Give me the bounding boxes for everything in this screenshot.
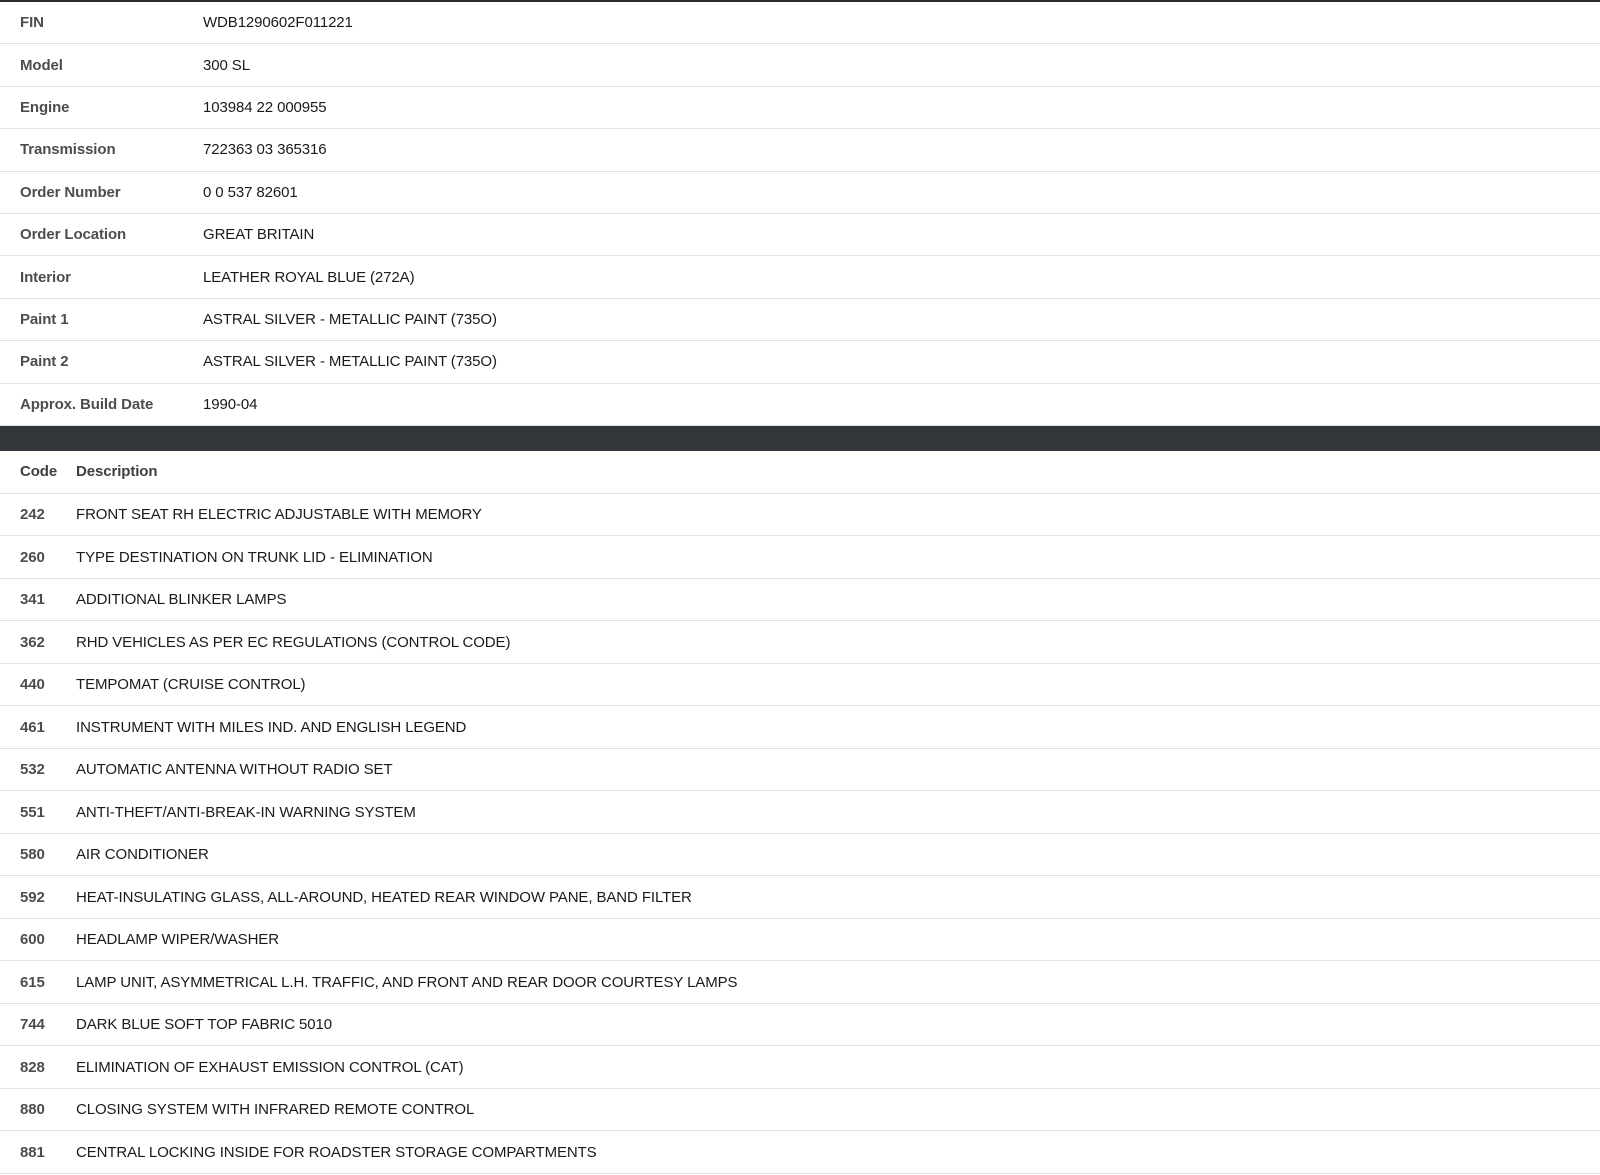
- option-description: CLOSING SYSTEM WITH INFRARED REMOTE CONTROL: [76, 1101, 475, 1119]
- info-value: WDB1290602F011221: [203, 14, 353, 32]
- option-code: 242: [20, 506, 45, 524]
- option-description: HEADLAMP WIPER/WASHER: [76, 931, 279, 949]
- section-divider-bar: [0, 426, 1600, 451]
- option-description: ANTI-THEFT/ANTI-BREAK-IN WARNING SYSTEM: [76, 803, 416, 821]
- option-description: CENTRAL LOCKING INSIDE FOR ROADSTER STORAGE COMPARTMENTS: [76, 1143, 597, 1161]
- info-row-transmission: [0, 129, 1600, 171]
- option-row: [0, 1004, 1600, 1047]
- info-label: Order Location: [20, 226, 127, 244]
- option-description: RHD VEHICLES AS PER EC REGULATIONS (CONTROL CODE): [76, 633, 511, 651]
- option-code: 440: [20, 676, 45, 694]
- option-description: HEAT-INSULATING GLASS, ALL-AROUND, HEATED REAR WINDOW PANE, BAND FILTER: [76, 888, 692, 906]
- option-codes-table: [0, 451, 1600, 1174]
- option-code: 532: [20, 761, 45, 779]
- option-description: ADDITIONAL BLINKER LAMPS: [76, 591, 287, 609]
- option-code: 580: [20, 846, 45, 864]
- option-row: [0, 536, 1600, 579]
- option-code: 881: [20, 1143, 45, 1161]
- info-value: 1990-04: [203, 395, 258, 413]
- option-description: FRONT SEAT RH ELECTRIC ADJUSTABLE WITH MEMORY: [76, 506, 482, 524]
- info-row-paint-2: [0, 341, 1600, 383]
- option-code: 828: [20, 1058, 45, 1076]
- option-row: [0, 961, 1600, 1004]
- option-code: 880: [20, 1101, 45, 1119]
- option-row: [0, 706, 1600, 749]
- option-row: [0, 876, 1600, 919]
- option-code: 592: [20, 888, 45, 906]
- option-row: [0, 1131, 1600, 1174]
- option-row: [0, 1046, 1600, 1089]
- code-column-header: Code: [20, 463, 58, 481]
- option-code: 615: [20, 973, 45, 991]
- option-description: LAMP UNIT, ASYMMETRICAL L.H. TRAFFIC, AND FRONT AND REAR DOOR COURTESY LAMPS: [76, 973, 738, 991]
- info-row-interior: [0, 256, 1600, 298]
- option-code: 260: [20, 548, 45, 566]
- option-description: DARK BLUE SOFT TOP FABRIC 5010: [76, 1016, 332, 1034]
- options-header-row: [0, 451, 1600, 494]
- option-code: 461: [20, 718, 45, 736]
- info-value: ASTRAL SILVER - METALLIC PAINT (735O): [203, 310, 497, 328]
- info-value: 300 SL: [203, 56, 250, 74]
- option-description: TEMPOMAT (CRUISE CONTROL): [76, 676, 306, 694]
- info-row-paint-1: [0, 299, 1600, 341]
- option-description: ELIMINATION OF EXHAUST EMISSION CONTROL (CAT): [76, 1058, 464, 1076]
- info-label: FIN: [20, 14, 44, 32]
- option-row: [0, 919, 1600, 962]
- info-label: Model: [20, 56, 63, 74]
- info-value: 722363 03 365316: [203, 141, 327, 159]
- info-row-order-location: [0, 214, 1600, 256]
- option-code: 600: [20, 931, 45, 949]
- info-label: Approx. Build Date: [20, 395, 154, 413]
- option-code: 551: [20, 803, 45, 821]
- option-code: 341: [20, 591, 45, 609]
- info-value: GREAT BRITAIN: [203, 226, 315, 244]
- info-label: Transmission: [20, 141, 116, 159]
- option-description: TYPE DESTINATION ON TRUNK LID - ELIMINATION: [76, 548, 433, 566]
- info-label: Engine: [20, 98, 70, 116]
- option-code: 362: [20, 633, 45, 651]
- info-label: Interior: [20, 268, 71, 286]
- info-row-build-date: [0, 384, 1600, 426]
- option-row: [0, 1089, 1600, 1132]
- info-value: ASTRAL SILVER - METALLIC PAINT (735O): [203, 353, 497, 371]
- info-row-fin: [0, 2, 1600, 44]
- option-row: [0, 749, 1600, 792]
- option-description: AIR CONDITIONER: [76, 846, 209, 864]
- description-column-header: Description: [76, 463, 158, 481]
- info-row-model: [0, 44, 1600, 86]
- option-description: AUTOMATIC ANTENNA WITHOUT RADIO SET: [76, 761, 393, 779]
- info-label: Paint 2: [20, 353, 69, 371]
- info-row-order-number: [0, 172, 1600, 214]
- option-code: 744: [20, 1016, 45, 1034]
- option-row: [0, 834, 1600, 877]
- option-description: INSTRUMENT WITH MILES IND. AND ENGLISH LEGEND: [76, 718, 467, 736]
- option-row: [0, 664, 1600, 707]
- info-value: 0 0 537 82601: [203, 183, 298, 201]
- info-value: LEATHER ROYAL BLUE (272A): [203, 268, 415, 286]
- info-label: Paint 1: [20, 310, 69, 328]
- option-row: [0, 494, 1600, 537]
- option-row: [0, 621, 1600, 664]
- info-label: Order Number: [20, 183, 121, 201]
- option-row: [0, 579, 1600, 622]
- info-row-engine: [0, 87, 1600, 129]
- info-value: 103984 22 000955: [203, 98, 327, 116]
- option-row: [0, 791, 1600, 834]
- vehicle-info-table: [0, 2, 1600, 426]
